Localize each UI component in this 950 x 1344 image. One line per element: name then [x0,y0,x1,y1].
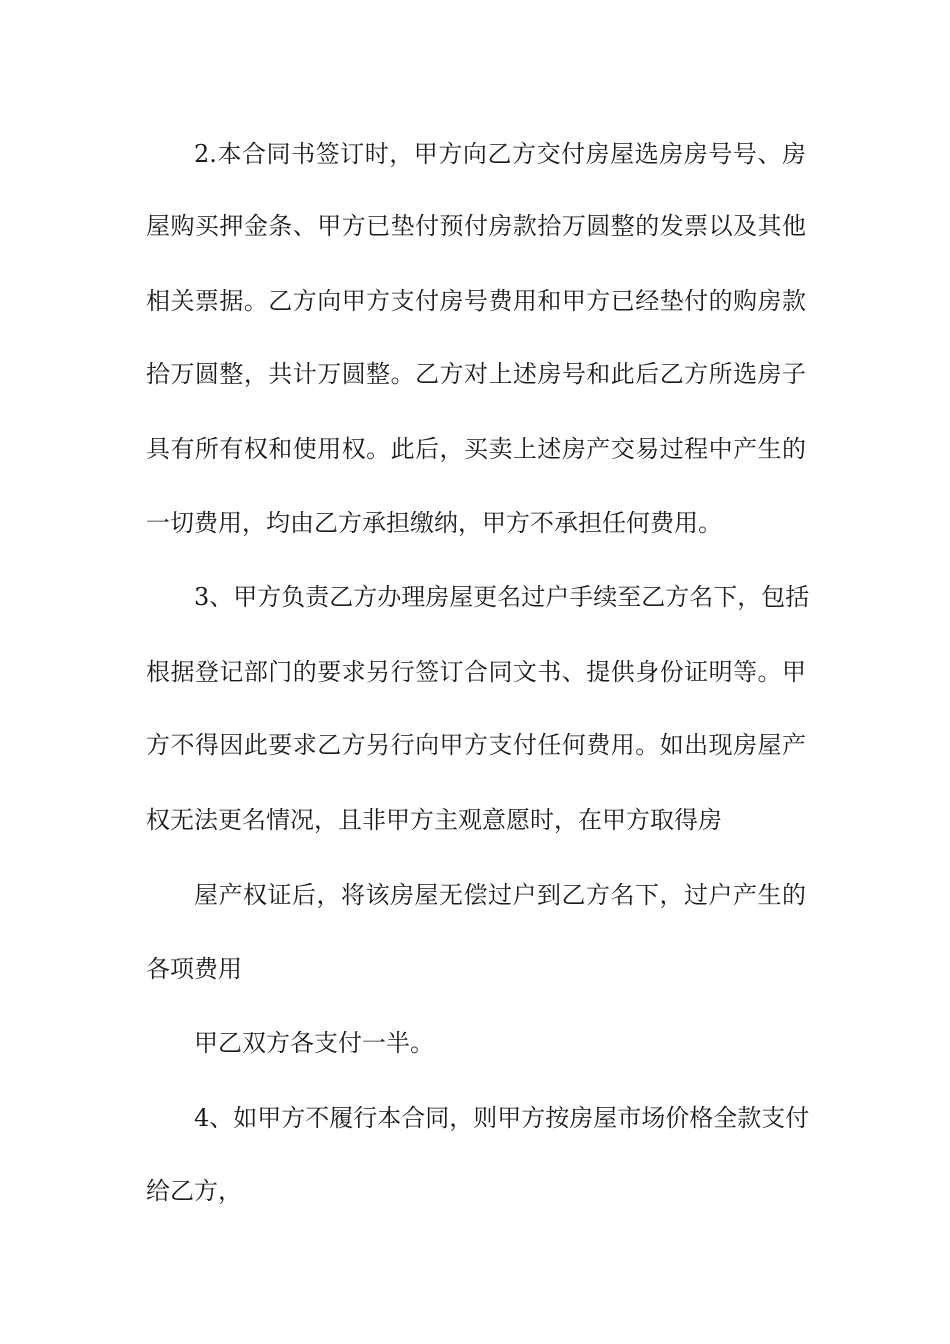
clause-4-line-1: 4、如甲方不履行本合同，则甲方按房屋市场价格全款支付 [194,1104,810,1132]
clause-2-line-1: 2.本合同书签订时，甲方向乙方交付房屋选房房号号、房 [194,140,806,168]
clause-3-line-2: 根据登记部门的要求另行签订合同文书、提供身份证明等。甲 [146,658,806,686]
clause-4-line-2: 给乙方， [146,1177,242,1205]
clause-3-line-3: 方不得因此要求乙方另行向甲方支付任何费用。如出现房屋产 [146,731,806,759]
clause-3-continuation-line-2: 各项费用 [146,955,242,983]
clause-3-continuation-line-1: 屋产权证后，将该房屋无偿过户到乙方名下，过户产生的 [194,881,806,909]
clause-2-line-6: 一切费用，均由乙方承担缴纳，甲方不承担任何费用。 [146,509,722,537]
clause-3-split-cost-line: 甲乙双方各支付一半。 [194,1029,434,1057]
clause-3-line-4: 权无法更名情况，且非甲方主观意愿时，在甲方取得房 [146,806,722,834]
clause-2-line-2: 屋购买押金条、甲方已垫付预付房款拾万圆整的发票以及其他 [146,212,806,240]
clause-2-line-4: 拾万圆整，共计万圆整。乙方对上述房号和此后乙方所选房子 [146,360,806,388]
clause-2-line-3: 相关票据。乙方向甲方支付房号费用和甲方已经垫付的购房款 [146,287,806,315]
clause-3-line-1: 3、甲方负责乙方办理房屋更名过户手续至乙方名下，包括 [194,583,810,611]
clause-2-line-5: 具有所有权和使用权。此后，买卖上述房产交易过程中产生的 [146,435,806,463]
